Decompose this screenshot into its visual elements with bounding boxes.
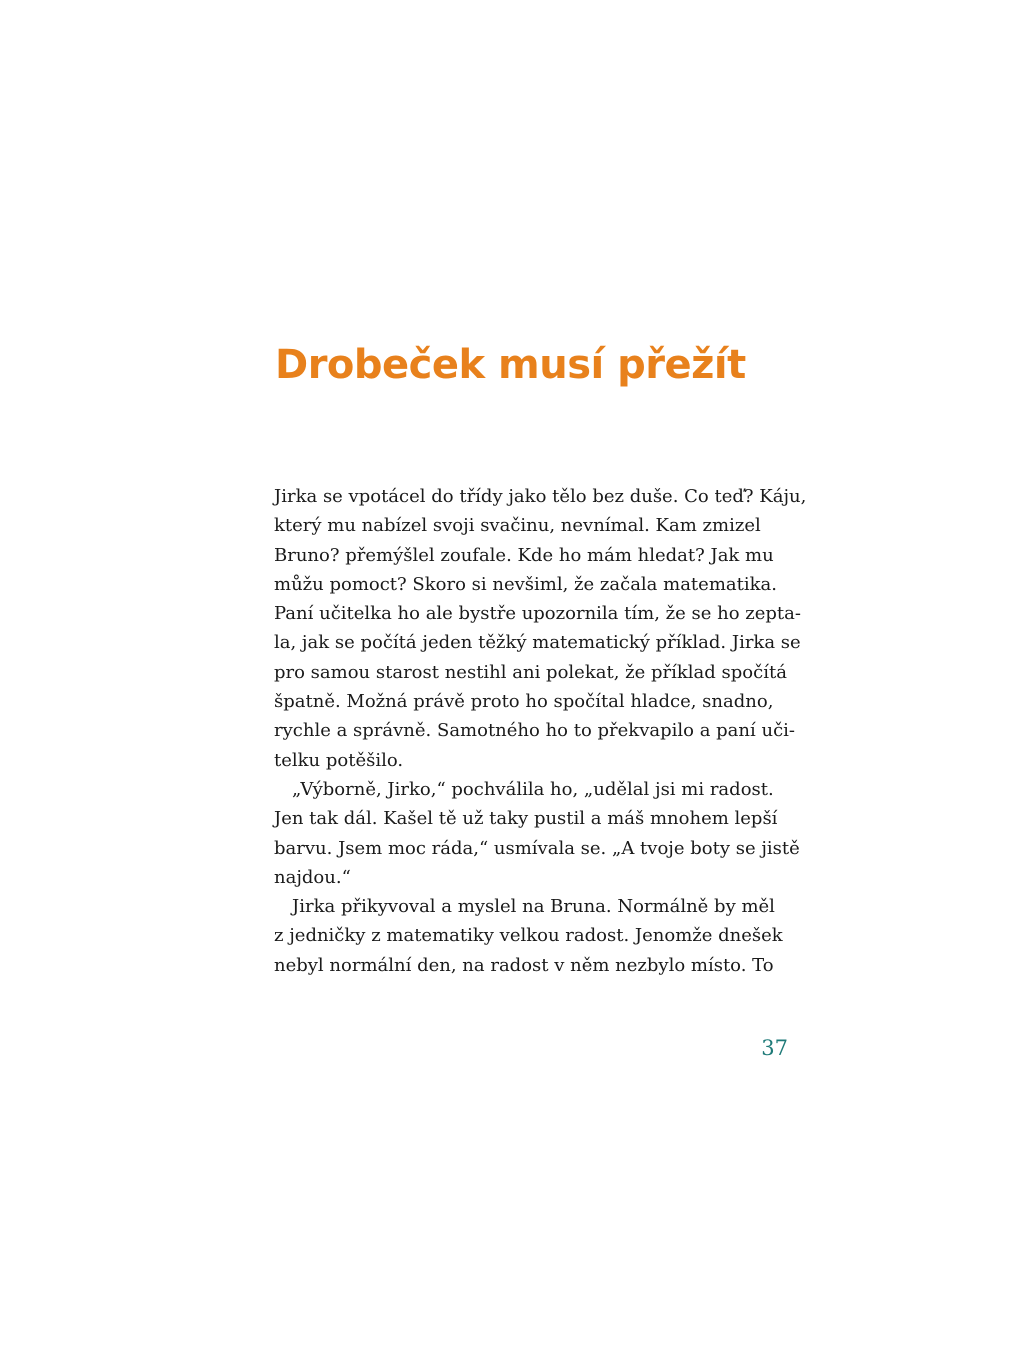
text-line: barvu. Jsem moc ráda,“ usmívala se. „A tvoje boty se jistě bbox=[274, 837, 800, 859]
text-line: který mu nabízel svoji svačinu, nevnímal. Kam zmizel bbox=[274, 515, 761, 537]
text-line: z jedničky z matematiky velkou radost. Jenomže dnešek bbox=[274, 925, 783, 947]
text-line: Jen tak dál. Kašel tě už taky pustil a máš mnohem lepší bbox=[274, 808, 778, 830]
text-line: najdou.“ bbox=[274, 866, 351, 888]
body-text bbox=[274, 482, 814, 980]
text-line: Jirka se vpotácel do třídy jako tělo bez duše. Co teď? Káju, bbox=[274, 486, 807, 507]
text-line: „Výborně, Jirko,“ pochválila ho, „udělal jsi mi radost. bbox=[292, 778, 774, 800]
text-line: telku potěšilo. bbox=[274, 749, 404, 771]
text-line: pro samou starost nestihl ani polekat, že příklad spočítá bbox=[274, 661, 787, 683]
text-line: Bruno? přemýšlel zoufale. Kde ho mám hledat? Jak mu bbox=[274, 544, 774, 566]
text-line: Jirka přikyvoval a myslel na Bruna. Normálně by měl bbox=[292, 896, 775, 918]
text-line: můžu pomoct? Skoro si nevšiml, že začala matematika. bbox=[274, 573, 777, 595]
text-line: Paní učitelka ho ale bystře upozornila tím, že se ho zepta- bbox=[274, 603, 801, 625]
text-line: rychle a správně. Samotného ho to překvapilo a paní uči- bbox=[274, 720, 795, 742]
text-line: la, jak se počítá jeden těžký matematický příklad. Jirka se bbox=[274, 632, 801, 654]
text-line: nebyl normální den, na radost v něm nezbylo místo. To bbox=[274, 954, 774, 976]
page-number: 37 bbox=[761, 1036, 788, 1060]
chapter-title: Drobeček musí přežít bbox=[275, 342, 746, 388]
text-line: špatně. Možná právě proto ho spočítal hladce, snadno, bbox=[274, 691, 774, 713]
